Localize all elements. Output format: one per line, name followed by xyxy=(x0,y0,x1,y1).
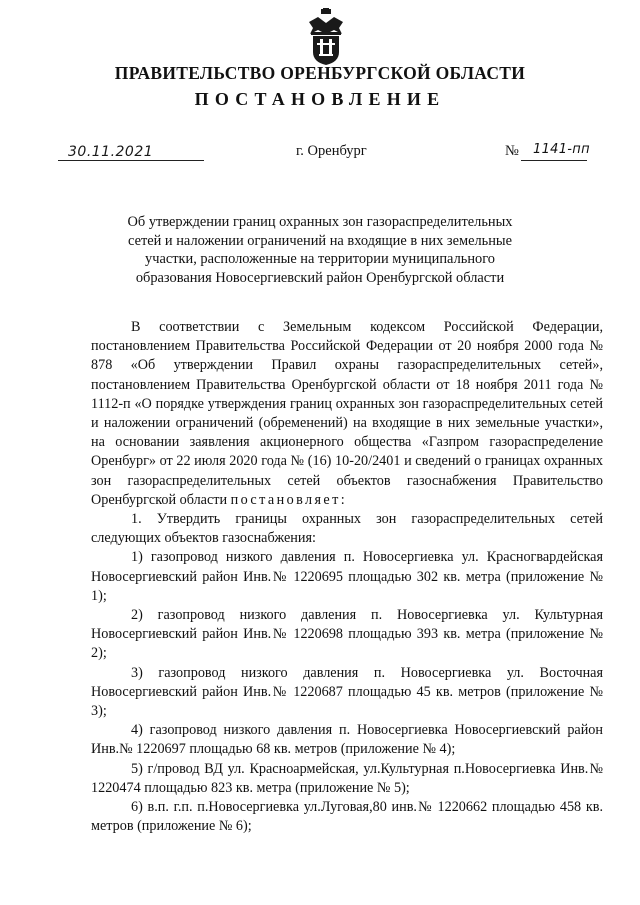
number-sign: № xyxy=(505,143,519,159)
document-type: ПОСТАНОВЛЕНИЕ xyxy=(194,89,446,109)
list-item: 6) в.п. г.п. п.Новосергиевка ул.Луговая,80 инв.№ 1220662 площадью 458 кв. метров (приложение № 6); xyxy=(91,799,603,835)
document-date: 30.11.2021 xyxy=(68,144,154,160)
list-item: 5) г/провод ВД ул. Красноармейская, ул.Культурная п.Новосергиевка Инв.№ 1220474 площадью 823 кв. метра (приложение № 5); xyxy=(91,760,603,796)
decree-word: постановляет: xyxy=(230,491,348,508)
list-item: 1) газопровод низкого давления п. Новосергиевка ул. Красногвардейская Новосергиевский район Инв.№ 1220695 площадью 302 кв. метра (приложение № 1); xyxy=(91,549,603,604)
preamble-paragraph xyxy=(91,318,603,510)
document-body xyxy=(91,318,603,836)
organization-title: ПРАВИТЕЛЬСТВО ОРЕНБУРГСКОЙ ОБЛАСТИ xyxy=(114,63,526,83)
list-item: 3) газопровод низкого давления п. Новосергиевка ул. Восточная Новосергиевский район Инв.№ 1220687 площадью 45 кв. метров (приложение № 3); xyxy=(91,664,603,720)
date-underline xyxy=(58,160,204,161)
list-item: 2) газопровод низкого давления п. Новосергиевка ул. Культурная Новосергиевский район Инв.№ 1220698 площадью 393 кв. метра (приложение № 2); xyxy=(91,607,603,662)
document-city: г. Оренбург xyxy=(296,143,367,159)
number-underline xyxy=(521,160,587,161)
list-item: 4) газопровод низкого давления п. Новосергиевка Новосергиевский район Инв.№ 1220697 площадью 68 кв. метров (приложение № 4); xyxy=(91,722,603,758)
document-number: 1141-пп xyxy=(533,142,590,157)
preamble-text: В соответствии с Земельным кодексом Российской Федерации, постановлением Правительства Российской Федерации от 20 ноября 2000 года № 878 «Об утверждении Правил охраны газораспределительных сетей», постановлением Правительства Оренбургской области от 18 ноября 2011 года № 1112-п «О порядке утверждения границ охранных зон газораспределительных сетей и наложении ограничений (обременений) на входящие в них земельные участки», на основании заявления акционерного общества «Газпром газораспределение Оренбург» от 22 июля 2020 года № (16) 10-20/2401 и сведений о границах охранных зон газораспределительных сетей объектов газоснабжения Правительство Оренбургской области xyxy=(91,319,603,508)
document-subject: Об утверждении границ охранных зон газораспределительных сетей и наложении ограничений на входящие в них земельные участки, расположенные на территории муниципального образования Новосергиевский район Оренбургской области xyxy=(127,214,513,286)
coat-of-arms-icon xyxy=(306,8,346,66)
list-item: 1. Утвердить границы охранных зон газораспределительных сетей следующих объектов газоснабжения: xyxy=(91,511,603,547)
